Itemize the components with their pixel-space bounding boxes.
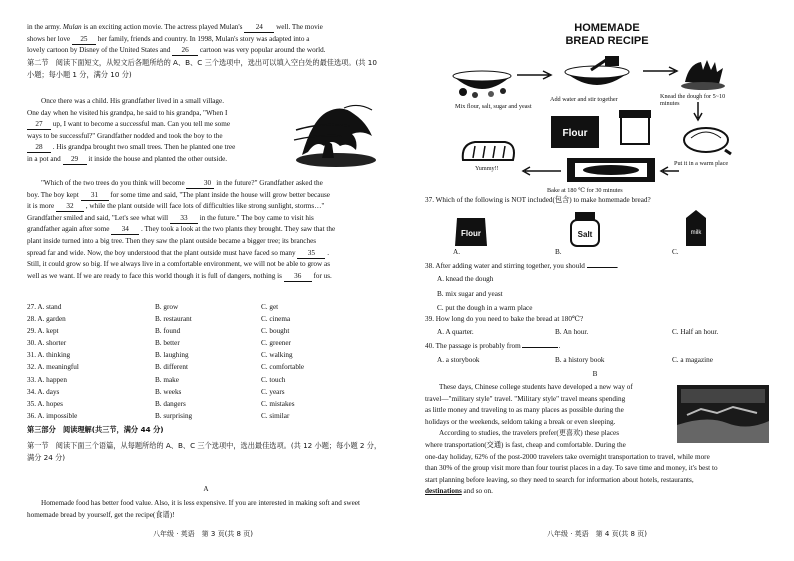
- option-item: B. surprising: [155, 411, 193, 420]
- blank-31: 31: [81, 191, 109, 201]
- story-line: 28 . His grandpa brought two small trees. Then he planted one tree: [27, 142, 289, 154]
- passage-a-text: Homemade food has better food value. Also, it is less expensive. If you are interested in making soft and sweet homemade bread by yourself, get the recipe(食谱)!: [27, 499, 360, 519]
- arrow-left-icon: [519, 166, 563, 176]
- option-item: C. cinema: [261, 315, 291, 324]
- flour-option-image: [453, 212, 489, 248]
- blank-36: 36: [284, 272, 312, 282]
- q40-option-b: B. a history book: [555, 356, 605, 364]
- blank-24: 24: [244, 23, 274, 33]
- option-item: C. bought: [261, 327, 290, 336]
- jar-image: [615, 108, 657, 146]
- option-item: B. grow: [155, 303, 179, 311]
- blank-26: 26: [172, 46, 198, 56]
- underlined-word: destinations: [425, 487, 462, 496]
- q39-option-b: B. An hour.: [555, 328, 589, 336]
- story-line: in a pot and 29 it inside the house and planted the other outside.: [27, 154, 228, 163]
- warm-place-image: [679, 124, 733, 156]
- story-line: plant inside turned into a big tree. Then they saw the plant outside became a bigger tree; its branches: [27, 236, 317, 245]
- blank-30: 30: [186, 179, 214, 189]
- blank-34: 34: [111, 225, 139, 235]
- recipe-title: HOMEMADE BREAD RECIPE: [565, 22, 649, 47]
- option-item: C. years: [261, 387, 285, 396]
- q39-option-a: A. A quarter.: [437, 328, 474, 336]
- option-item: 27. A. stand: [27, 303, 62, 311]
- option-item: 29. A. kept: [27, 327, 59, 336]
- option-item: B. restaurant: [155, 315, 192, 324]
- option-item: 35. A. hopes: [27, 399, 63, 408]
- blank-28: 28: [27, 143, 51, 153]
- story-line: One day when he visited his grandpa, he said to his grandpa, "When I: [27, 108, 228, 117]
- passage-b-line: These days, Chinese college students have developed a new way of: [439, 383, 633, 391]
- option-item: B. dangers: [155, 399, 186, 408]
- option-item: B. found: [155, 327, 181, 336]
- arrow-down-icon: [693, 100, 703, 122]
- flour-bag-image: [545, 112, 605, 150]
- caption-warm: Put it in a warm place: [674, 160, 729, 167]
- option-item: B. weeks: [155, 387, 182, 396]
- svg-text:Flour: Flour: [461, 229, 481, 238]
- option-item: 33. A. happen: [27, 375, 67, 384]
- story-part2: [27, 178, 385, 282]
- story-line: Once there was a child. His grandfather lived in a small village.: [41, 97, 225, 105]
- option-item: B. laughing: [155, 351, 189, 360]
- arrow-icon: [641, 66, 681, 76]
- bread-loaf-image: [459, 138, 517, 164]
- caption-water: Add water and stir together: [550, 96, 618, 103]
- stir-bowl-image: [557, 56, 637, 92]
- windy-tree-illustration: [292, 100, 380, 170]
- passage-b-text: [425, 382, 769, 498]
- question-40: 40. The passage is probably from .: [425, 342, 561, 350]
- q39-option-c: C. Half an hour.: [672, 328, 719, 336]
- kneading-hand-image: [679, 58, 729, 90]
- arrow-left-icon: [659, 166, 681, 176]
- arrow-icon: [515, 70, 555, 80]
- story-line: Still, it could grow so big. If we always live in a comfortable environment, we will not be able to grow as: [27, 260, 331, 269]
- story-line: 27 up, I want to become a successful man. Can you tell me some: [27, 119, 289, 131]
- salt-option-image: [567, 210, 603, 248]
- option-item: 30. A. shorter: [27, 339, 67, 348]
- question-37: 37. Which of the following is NOT included(包含) to make homemade bread?: [425, 196, 651, 204]
- option-item: 36. A. impossible: [27, 411, 78, 420]
- story-line: well as we want. If we are ready to face this world though it is full of dangers, nothing is 36 for us.: [27, 271, 332, 280]
- passage-b-line: as little money and traveling to as many places as possible during the: [425, 406, 624, 415]
- blank-25: 25: [72, 35, 96, 45]
- footer-right: 八年级 · 英语 第 4 页(共 8 页): [547, 530, 647, 539]
- option-item: C. get: [261, 303, 279, 311]
- story-line: Grandfather smiled and said, "Let's see what will 33 in the future." The boy came to visit his: [27, 213, 314, 222]
- option-item: 31. A. thinking: [27, 351, 71, 360]
- option-item: 28. A. garden: [27, 315, 66, 324]
- passage-b-line: start planning before leaving, so they need to search for information about hotels, restaurants,: [425, 475, 694, 484]
- question-38: 38. After adding water and stirring together, you should .: [425, 262, 619, 270]
- story-part1: [27, 96, 289, 166]
- blank-35: 35: [297, 249, 325, 259]
- option-item: C. similar: [261, 411, 290, 420]
- part3-sec1: 第一节 阅读下面三个语篇，从每题所给的 A、B、C 三个选项中，选出最佳选项。(共 12 小题；每小题 2 分，满分 24 分): [27, 441, 382, 462]
- passage-b-label: B: [592, 370, 598, 378]
- caption-knead: Knead the dough for 5~10 minutes: [660, 93, 726, 107]
- passage-b-line: than 30% of the group visit more than four tourist places in a day. To save time and money, it's best to: [425, 464, 718, 473]
- option-item: C. walking: [261, 351, 293, 360]
- blank-32: 32: [56, 202, 84, 212]
- option-item: C. greener: [261, 339, 291, 348]
- passage-b-line: holidays or the weekends, seldom taking a break or even sleeping.: [425, 417, 616, 426]
- option-item: C. mistakes: [261, 399, 295, 408]
- q38-options: A. knead the dough B. mix sugar and yeast C. put the dough in a warm place: [437, 275, 533, 313]
- story-line: it is more 32 , while the plant outside will face lots of difficulties like strong sunlight, storms…": [27, 202, 325, 211]
- svg-text:Flour: Flour: [562, 128, 588, 139]
- option-item: 34. A. days: [27, 387, 60, 396]
- caption-mix: Mix flour, salt, sugar and yeast: [455, 103, 532, 110]
- passage-a-label: A: [203, 485, 209, 493]
- story-line: "Which of the two trees do you think will become 30 in the future?" Grandfather asked the: [41, 179, 323, 187]
- story-line: spread far and wide. Now, the boy understood that the plant outside must have faced so many 35 .: [27, 248, 329, 257]
- option-item: C. touch: [261, 375, 286, 384]
- passage-b-line: one-day holiday, 62% of the post-2000 travelers take overnight transportation to travel, while more: [425, 452, 710, 461]
- option-item: B. different: [155, 363, 188, 372]
- option-item: 32. A. meaningful: [27, 363, 79, 372]
- blank-29: 29: [63, 155, 87, 165]
- q37-option-a: A.: [453, 248, 460, 256]
- passage-b-line: destinations and so on.: [425, 487, 493, 496]
- story-line: ways to be successful?" Grandfather nodded and took the boy to the: [27, 131, 223, 140]
- story-line: boy. The boy kept 31 for some time and said, "The plant inside the house will grow better because: [27, 190, 330, 199]
- q37-option-b: B.: [555, 248, 562, 256]
- passage-b-line: travel—"military style" travel. "Military style" travel means spending: [425, 394, 626, 403]
- mixing-bowl-image: [447, 62, 517, 100]
- oven-image: [565, 156, 657, 184]
- right-page: [397, 0, 794, 561]
- blank-27: 27: [27, 120, 51, 130]
- caption-yummy: Yummy!!: [475, 165, 499, 172]
- q37-option-c: C.: [672, 248, 679, 256]
- question-39: 39. How long do you need to bake the bread at 180℃?: [425, 315, 584, 323]
- q40-option-a: A. a storybook: [437, 356, 480, 364]
- svg-text:Salt: Salt: [577, 230, 593, 239]
- caption-bake: Bake at 180 ℃ for 30 minutes: [547, 187, 623, 194]
- option-item: B. better: [155, 339, 180, 348]
- option-item: B. make: [155, 375, 179, 384]
- passage-b-line: According to studies, the travelers prefer(更喜欢) these places: [439, 429, 620, 438]
- svg-text:milk: milk: [690, 230, 702, 236]
- passage-b-line: where transportation(交通) is fast, cheap and comfortable. During the: [425, 440, 626, 449]
- cloze-options: [27, 302, 385, 423]
- mulan-paragraph: in the army. Mulan is an exciting action movie. The actress played Mulan's 24 well. The movie shows her love 25 her family, friends and country. In 1998, Mulan's story was adapted into a lovely cartoon by Disney of the United States and 26 cartoon was very popular around the world.: [27, 23, 326, 55]
- footer-left: 八年级 · 英语 第 3 页(共 8 页): [153, 530, 253, 539]
- option-item: C. comfortable: [261, 363, 305, 372]
- section2-title: 第二节 阅读下面短文，从短文后各题所给的 A、B、C 三个选项中，选出可以填入空白处的最佳选项。(共 10 小题；每小题 1 分，满分 10 分): [27, 58, 377, 79]
- story-line: grandfather again after some 34 . They took a look at the two plants they brought. They saw that the: [27, 225, 336, 234]
- blank-33: 33: [170, 214, 198, 224]
- q40-option-c: C. a magazine: [672, 356, 713, 364]
- milk-option-image: [682, 208, 710, 248]
- part3-title: 第三部分 阅读理解(共三节，满分 44 分): [27, 425, 164, 434]
